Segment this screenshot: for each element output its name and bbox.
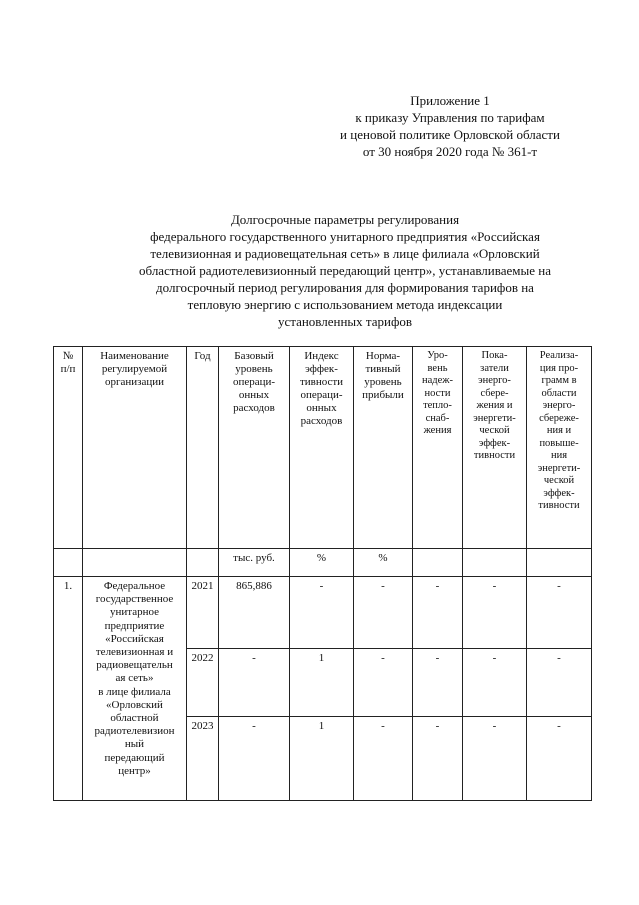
title-line: телевизионная и радиовещательная сеть» в лице филиала «Орловский [150,246,540,261]
table-row [54,577,592,649]
title-line: тепловую энергию с использованием метода индексации [187,297,503,312]
units-empty [83,549,187,577]
document-title [100,211,590,330]
header-profit-level: Норма- тивный уровень прибыли [354,347,413,549]
index-cell: 1 [290,649,354,717]
header-base-expenses: Базовый уровень операци- онных расходов [219,347,290,549]
appendix-line: Приложение 1 [410,93,490,108]
appendix-line: к приказу Управления по тарифам [355,110,545,125]
index-cell: 1 [290,717,354,801]
norm-cell: - [354,649,413,717]
energy-cell: - [463,649,527,717]
energy-cell: - [463,717,527,801]
units-empty [463,549,527,577]
units-empty [54,549,83,577]
year-cell: 2021 [187,577,219,649]
parameters-table [53,346,592,801]
base-cell: 865,886 [219,577,290,649]
reliability-cell: - [413,717,463,801]
norm-cell: - [354,577,413,649]
title-line: областной радиотелевизионный передающий центр», устанавливаемые на [139,263,551,278]
units-row [54,549,592,577]
table-header-row [54,347,592,549]
reliability-cell: - [413,649,463,717]
energy-cell: - [463,577,527,649]
appendix-line: и ценовой политике Орловской области [340,127,560,142]
title-line: установленных тарифов [277,314,413,329]
title-line: федерального государственного унитарного предприятия «Российская [150,229,540,244]
header-energy-saving: Пока- затели энерго- сбере- жения и энергети- ческой эффек- тивности [463,347,527,549]
base-cell: - [219,717,290,801]
title-line: долгосрочный период регулирования для формирования тарифов на [156,280,534,295]
program-cell: - [527,717,592,801]
year-cell: 2022 [187,649,219,717]
norm-cell: - [354,717,413,801]
program-cell: - [527,649,592,717]
index-cell: - [290,577,354,649]
base-cell: - [219,649,290,717]
reliability-cell: - [413,577,463,649]
units-empty [187,549,219,577]
program-cell: - [527,577,592,649]
unit-index: % [290,549,354,577]
header-efficiency-index: Индекс эффек- тивности операци- онных расходов [290,347,354,549]
appendix-line: от 30 ноября 2020 года № 361-т [362,144,538,159]
units-empty [527,549,592,577]
units-empty [413,549,463,577]
unit-norm: % [354,549,413,577]
header-org: Наименование регулируемой организации [83,347,187,549]
header-program: Реализа- ция про- грамм в области энерго- сбереже- ния и повыше- ния энергети- ческой эффек- тивности [527,347,592,549]
row-number: 1. [54,577,83,801]
appendix-reference [300,92,600,160]
year-cell: 2023 [187,717,219,801]
title-line: Долгосрочные параметры регулирования [230,212,460,227]
header-year: Год [187,347,219,549]
header-num: № п/п [54,347,83,549]
header-reliability: Уро- вень надеж- ности тепло- снаб- жения [413,347,463,549]
org-name: Федеральное государственное унитарное предприятие «Российская телевизионная и радиовещательн ая сеть» в лице филиала «Орловский областной радиотелевизион ный передающий центр» [83,577,187,801]
unit-base: тыс. руб. [219,549,290,577]
